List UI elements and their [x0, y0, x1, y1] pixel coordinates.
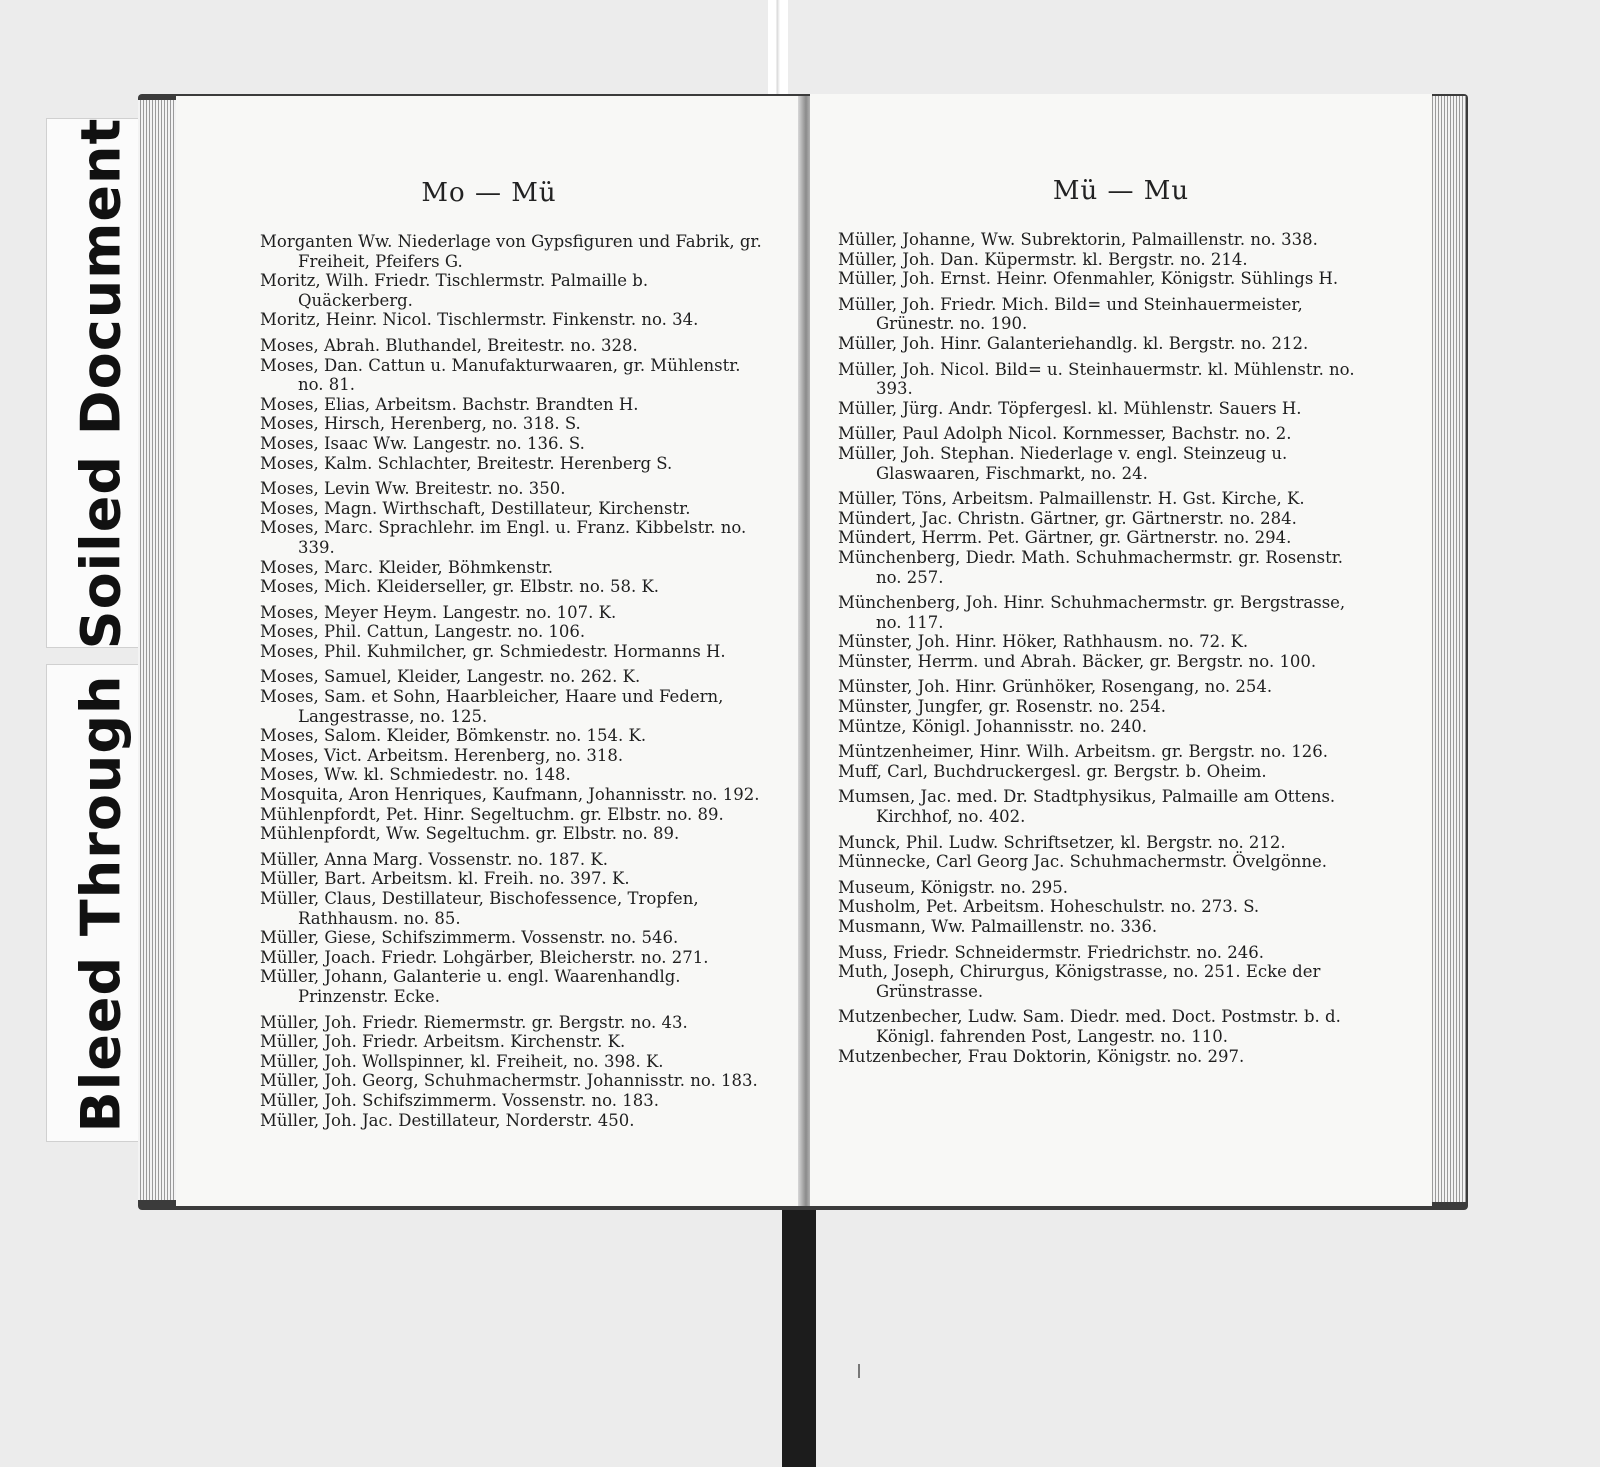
left-entry-list	[260, 232, 762, 1130]
directory-entry: Museum, Königstr. no. 295.	[838, 877, 1068, 897]
directory-entry: Müller, Johann, Galanterie u. engl. Waarenhandlg. Prinzenstr. Ecke.	[260, 967, 681, 1006]
right-page	[810, 94, 1432, 1206]
right-entry-list	[838, 230, 1362, 1066]
directory-entry: Moses, Samuel, Kleider, Langestr. no. 262. K.	[260, 667, 641, 687]
scanner-strip-top	[768, 0, 788, 100]
pencil-mark	[858, 1364, 860, 1378]
directory-entry: Muff, Carl, Buchdruckergesl. gr. Bergstr. b. Oheim.	[838, 761, 1267, 781]
directory-entry: Müller, Joh. Ernst. Heinr. Ofenmahler, Königstr. Sühlings H.	[838, 269, 1339, 289]
directory-entry: Müller, Joh. Friedr. Arbeitsm. Kirchenstr. K.	[260, 1032, 626, 1052]
directory-entry: Münchenberg, Joh. Hinr. Schuhmachermstr. gr. Bergstrasse, no. 117.	[838, 593, 1346, 632]
directory-entry: Moritz, Wilh. Friedr. Tischlermstr. Palmaille b. Quäckerberg.	[260, 271, 649, 310]
directory-entry: Müller, Töns, Arbeitsm. Palmaillenstr. H. Gst. Kirche, K.	[838, 489, 1305, 509]
directory-entry: Müller, Johanne, Ww. Subrektorin, Palmaillenstr. no. 338.	[838, 230, 1318, 249]
directory-entry: Moses, Isaac Ww. Langestr. no. 136. S.	[260, 433, 585, 453]
directory-entry: Musholm, Pet. Arbeitsm. Hoheschulstr. no. 273. S.	[838, 897, 1260, 917]
left-running-head: Mo — Mü	[421, 178, 557, 208]
directory-entry: Müller, Claus, Destillateur, Bischofessence, Tropfen, Rathhausm. no. 85.	[260, 889, 699, 928]
directory-entry: Müller, Joh. Wollspinner, kl. Freiheit, no. 398. K.	[260, 1051, 664, 1071]
directory-entry: Müntzenheimer, Hinr. Wilh. Arbeitsm. gr. Bergstr. no. 126.	[838, 742, 1328, 762]
directory-entry: Moses, Sam. et Sohn, Haarbleicher, Haare und Federn, Langestrasse, no. 125.	[260, 687, 724, 726]
directory-entry: Moses, Kalm. Schlachter, Breitestr. Herenberg S.	[260, 453, 673, 473]
directory-entry: Müller, Joh. Dan. Küpermstr. kl. Bergstr. no. 214.	[838, 249, 1248, 269]
right-running-head: Mü — Mu	[1052, 176, 1190, 206]
directory-entry: Münster, Joh. Hinr. Grünhöker, Rosengang, no. 254.	[838, 677, 1273, 697]
directory-entry: Müller, Joach. Friedr. Lohgärber, Bleicherstr. no. 271.	[260, 947, 709, 967]
directory-entry: Mündert, Herrm. Pet. Gärtner, gr. Gärtnerstr. no. 294.	[838, 528, 1292, 548]
directory-entry: Munck, Phil. Ludw. Schriftsetzer, kl. Bergstr. no. 212.	[838, 832, 1286, 852]
soiled-document-text: Soiled Document	[69, 117, 133, 649]
directory-entry: Müntze, Königl. Johannisstr. no. 240.	[838, 716, 1147, 736]
directory-entry: Münster, Joh. Hinr. Höker, Rathhausm. no. 72. K.	[838, 632, 1249, 652]
directory-entry: Mutzenbecher, Frau Doktorin, Königstr. no. 297.	[838, 1046, 1245, 1066]
left-page	[176, 96, 802, 1206]
directory-entry: Müller, Paul Adolph Nicol. Kornmesser, Bachstr. no. 2.	[838, 424, 1292, 444]
directory-entry: Moses, Hirsch, Herenberg, no. 318. S.	[260, 414, 581, 434]
directory-entry: Müller, Jürg. Andr. Töpfergesl. kl. Mühlenstr. Sauers H.	[838, 398, 1302, 418]
directory-entry: Münchenberg, Diedr. Math. Schuhmachermstr. gr. Rosenstr. no. 257.	[838, 547, 1344, 587]
directory-entry: Moses, Phil. Kuhmilcher, gr. Schmiedestr. Hormanns H.	[260, 641, 726, 661]
book-spine-bottom	[782, 1190, 816, 1467]
directory-entry: Mündert, Jac. Christn. Gärtner, gr. Gärtnerstr. no. 284.	[838, 508, 1297, 528]
directory-entry: Moritz, Heinr. Nicol. Tischlermstr. Finkenstr. no. 34.	[260, 310, 699, 330]
directory-entry: Müller, Anna Marg. Vossenstr. no. 187. K.	[260, 849, 608, 869]
directory-entry: Mutzenbecher, Ludw. Sam. Diedr. med. Doct. Postmstr. b. d. Königl. fahrenden Post, Langestr. no. 110.	[838, 1007, 1341, 1046]
directory-entry: Müller, Joh. Friedr. Riemermstr. gr. Bergstr. no. 43.	[260, 1012, 688, 1032]
directory-entry: Moses, Elias, Arbeitsm. Bachstr. Brandten H.	[260, 394, 639, 414]
directory-entry: Moses, Marc. Sprachlehr. im Engl. u. Franz. Kibbelstr. no. 339.	[260, 518, 747, 557]
directory-entry: Moses, Phil. Cattun, Langestr. no. 106.	[260, 622, 586, 642]
directory-entry: Moses, Vict. Arbeitsm. Herenberg, no. 318.	[260, 745, 624, 765]
directory-entry: Moses, Meyer Heym. Langestr. no. 107. K.	[260, 602, 617, 622]
directory-entry: Moses, Ww. kl. Schmiedestr. no. 148.	[260, 765, 571, 785]
directory-entry: Müller, Joh. Jac. Destillateur, Norderstr. 450.	[260, 1110, 635, 1130]
directory-entry: Müller, Giese, Schifszimmerm. Vossenstr. no. 546.	[260, 928, 679, 948]
bleed-through-text: Bleed Through	[69, 674, 133, 1132]
directory-entry: Müller, Joh. Schifszimmerm. Vossenstr. no. 183.	[260, 1090, 659, 1110]
directory-entry: Moses, Levin Ww. Breitestr. no. 350.	[260, 479, 566, 499]
directory-entry: Moses, Abrah. Bluthandel, Breitestr. no. 328.	[260, 335, 638, 355]
directory-entry: Morganten Ww. Niederlage von Gypsfiguren und Fabrik, gr. Freiheit, Pfeifers G.	[260, 232, 762, 271]
directory-entry: Moses, Mich. Kleiderseller, gr. Elbstr. no. 58. K.	[260, 577, 660, 597]
directory-entry: Moses, Magn. Wirthschaft, Destillateur, Kirchenstr.	[260, 498, 691, 518]
directory-entry: Moses, Marc. Kleider, Böhmkenstr.	[260, 557, 554, 577]
left-page-edges	[138, 100, 176, 1200]
directory-entry: Mumsen, Jac. med. Dr. Stadtphysikus, Palmaille am Ottens. Kirchhof, no. 402.	[838, 787, 1336, 827]
directory-entry: Moses, Dan. Cattun u. Manufakturwaaren, gr. Mühlenstr. no. 81.	[260, 355, 741, 395]
directory-entry: Münster, Jungfer, gr. Rosenstr. no. 254.	[838, 697, 1166, 717]
directory-entry: Mühlenpfordt, Pet. Hinr. Segeltuchm. gr. Elbstr. no. 89.	[260, 804, 724, 824]
directory-entry: Müller, Joh. Hinr. Galanteriehandlg. kl. Bergstr. no. 212.	[838, 333, 1309, 353]
directory-entry: Musmann, Ww. Palmaillenstr. no. 336.	[838, 917, 1158, 936]
right-page-edges	[1430, 96, 1466, 1202]
directory-entry: Müller, Joh. Nicol. Bild= u. Steinhauermstr. kl. Mühlenstr. no. 393.	[838, 359, 1355, 399]
directory-entry: Muth, Joseph, Chirurgus, Königstrasse, no. 251. Ecke der Grünstrasse.	[838, 962, 1321, 1001]
directory-entry: Müller, Bart. Arbeitsm. kl. Freih. no. 397. K.	[260, 869, 630, 889]
directory-entry: Mühlenpfordt, Ww. Segeltuchm. gr. Elbstr. no. 89.	[260, 824, 680, 844]
directory-entry: Müller, Joh. Georg, Schuhmachermstr. Johannisstr. no. 183.	[260, 1071, 758, 1091]
directory-entry: Münnecke, Carl Georg Jac. Schuhmachermstr. Övelgönne.	[838, 852, 1328, 872]
directory-entry: Müller, Joh. Stephan. Niederlage v. engl. Steinzeug u. Glaswaaren, Fischmarkt, no. 24.	[838, 443, 1288, 483]
directory-entry: Müller, Joh. Friedr. Mich. Bild= und Steinhauermeister, Grünestr. no. 190.	[838, 294, 1303, 334]
directory-entry: Moses, Salom. Kleider, Bömkenstr. no. 154. K.	[260, 726, 647, 746]
directory-entry: Münster, Herrm. und Abrah. Bäcker, gr. Bergstr. no. 100.	[838, 651, 1317, 671]
directory-entry: Mosquita, Aron Henriques, Kaufmann, Johannisstr. no. 192.	[260, 785, 760, 805]
directory-entry: Muss, Friedr. Schneidermstr. Friedrichstr. no. 246.	[838, 942, 1264, 962]
